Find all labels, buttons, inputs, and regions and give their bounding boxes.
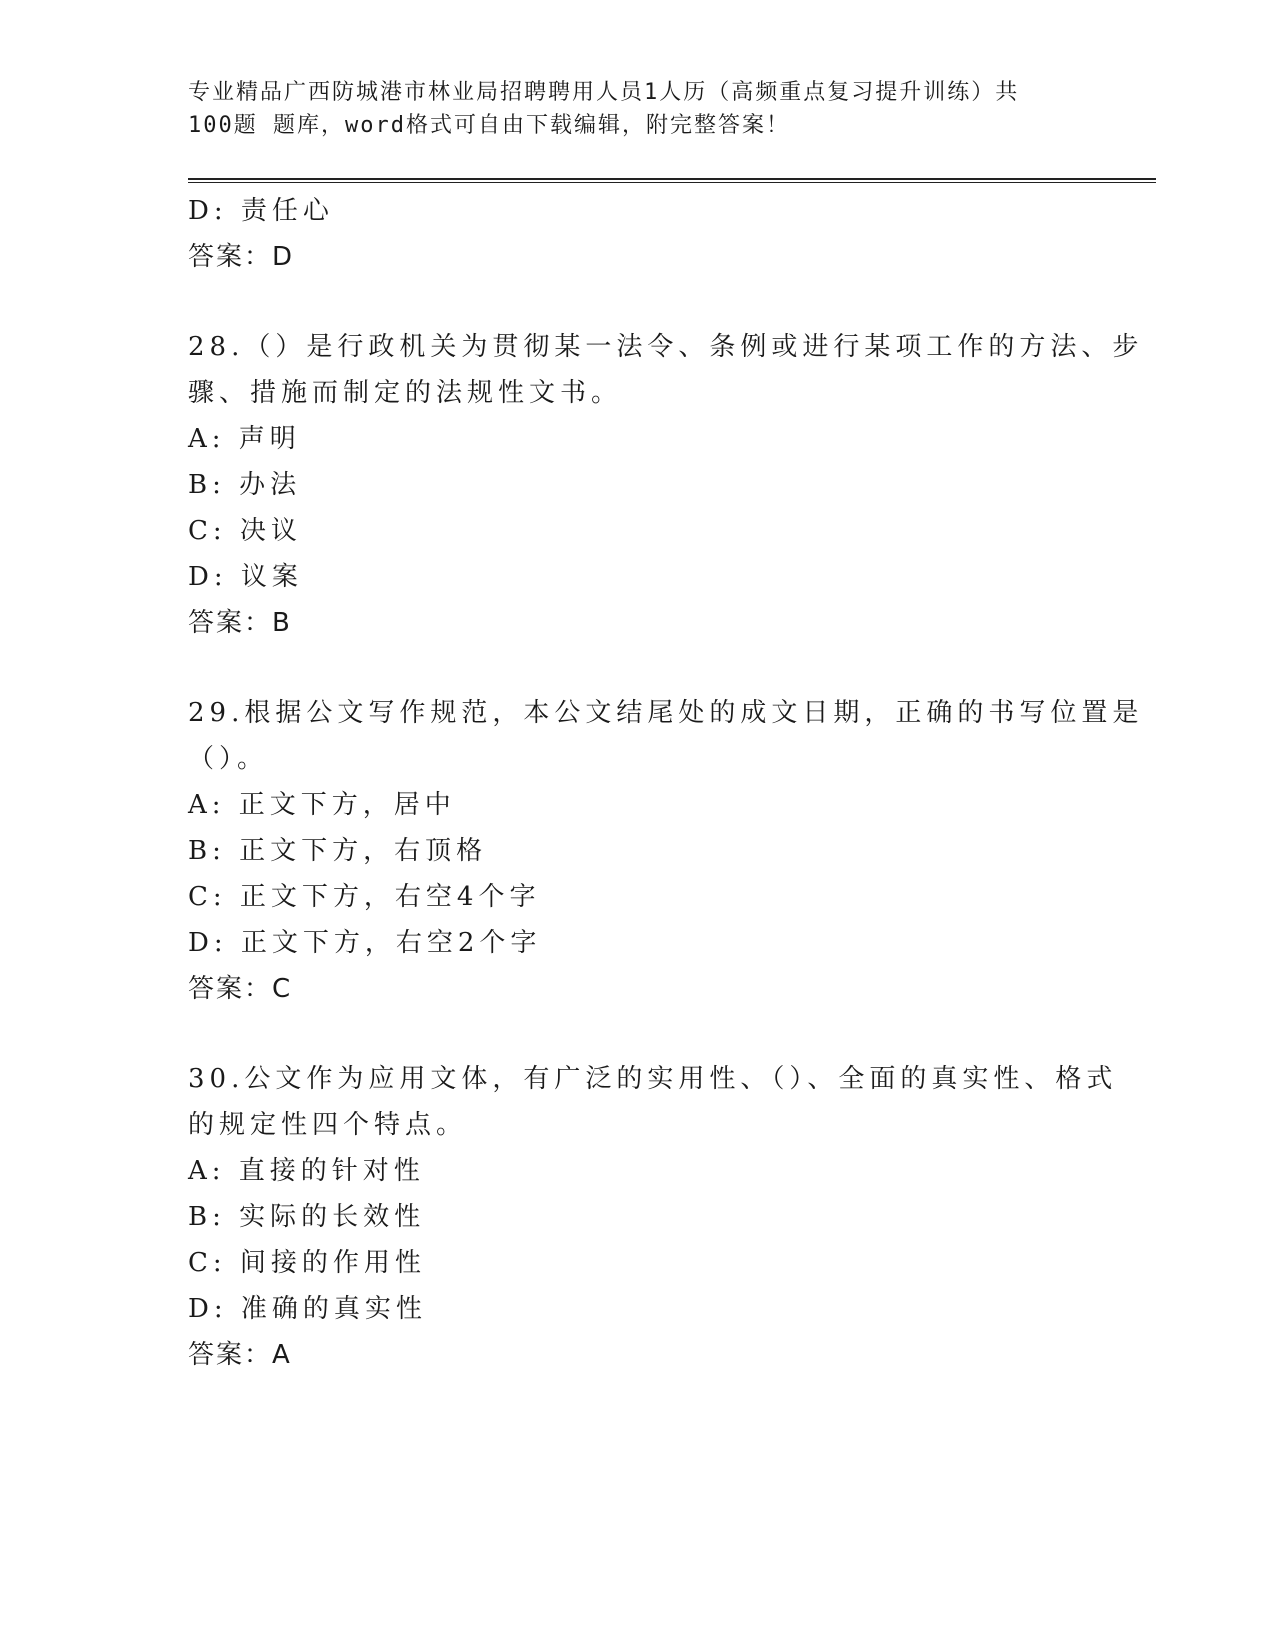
q29-option-d: D: 正文下方，右空2个字: [188, 928, 542, 958]
q30-option-c: C: 间接的作用性: [188, 1248, 426, 1278]
q29-answer: 答案：C: [188, 974, 293, 1004]
q29-option-c: C: 正文下方，右空4个字: [188, 882, 541, 912]
header-divider-thin: [188, 182, 1156, 183]
spacer: [188, 280, 1088, 324]
q29-option-a: A: 正文下方，居中: [188, 790, 456, 820]
header-title-line2: 100题 题库，word格式可自由下载编辑，附完整答案！: [188, 113, 790, 138]
header-title-line1: 专业精品广西防城港市林业局招聘聘用人员1人历（高频重点复习提升训练）共: [188, 80, 1020, 105]
question-30: [188, 1056, 1118, 1378]
question-29: [188, 690, 1144, 1012]
header-divider-thick: [188, 178, 1156, 180]
q29-option-b: B: 正文下方，右顶格: [188, 836, 488, 866]
q29-stem-line2: （）。: [188, 744, 269, 774]
q28-answer: 答案：B: [188, 608, 292, 638]
question-content: [188, 188, 1144, 1378]
q28-option-d: D: 议案: [188, 562, 303, 592]
prev-option-d: D: 责任心: [188, 196, 334, 226]
q30-option-d: D: 准确的真实性: [188, 1294, 427, 1324]
q30-stem-line2: 的规定性四个特点。: [188, 1110, 468, 1140]
spacer: [188, 1012, 1088, 1056]
q28-option-a: A: 声明: [188, 424, 301, 454]
prev-answer: 答案：D: [188, 242, 295, 272]
page-header: [188, 76, 1088, 142]
question-28: [188, 324, 1144, 646]
q28-stem-line1: 28.（）是行政机关为贯彻某一法令、条例或进行某项工作的方法、步: [188, 332, 1144, 362]
q28-option-b: B: 办法: [188, 470, 302, 500]
spacer: [188, 646, 1088, 690]
q30-option-b: B: 实际的长效性: [188, 1202, 426, 1232]
q29-stem-line1: 29.根据公文写作规范，本公文结尾处的成文日期，正确的书写位置是: [188, 698, 1144, 728]
q28-option-c: C: 决议: [188, 516, 302, 546]
q28-stem-line2: 骤、措施而制定的法规性文书。: [188, 378, 623, 408]
q30-answer: 答案：A: [188, 1340, 292, 1370]
q30-stem-line1: 30.公文作为应用文体，有广泛的实用性、（）、全面的真实性、格式: [188, 1064, 1118, 1094]
q30-option-a: A: 直接的针对性: [188, 1156, 425, 1186]
header-divider: [188, 178, 1156, 184]
